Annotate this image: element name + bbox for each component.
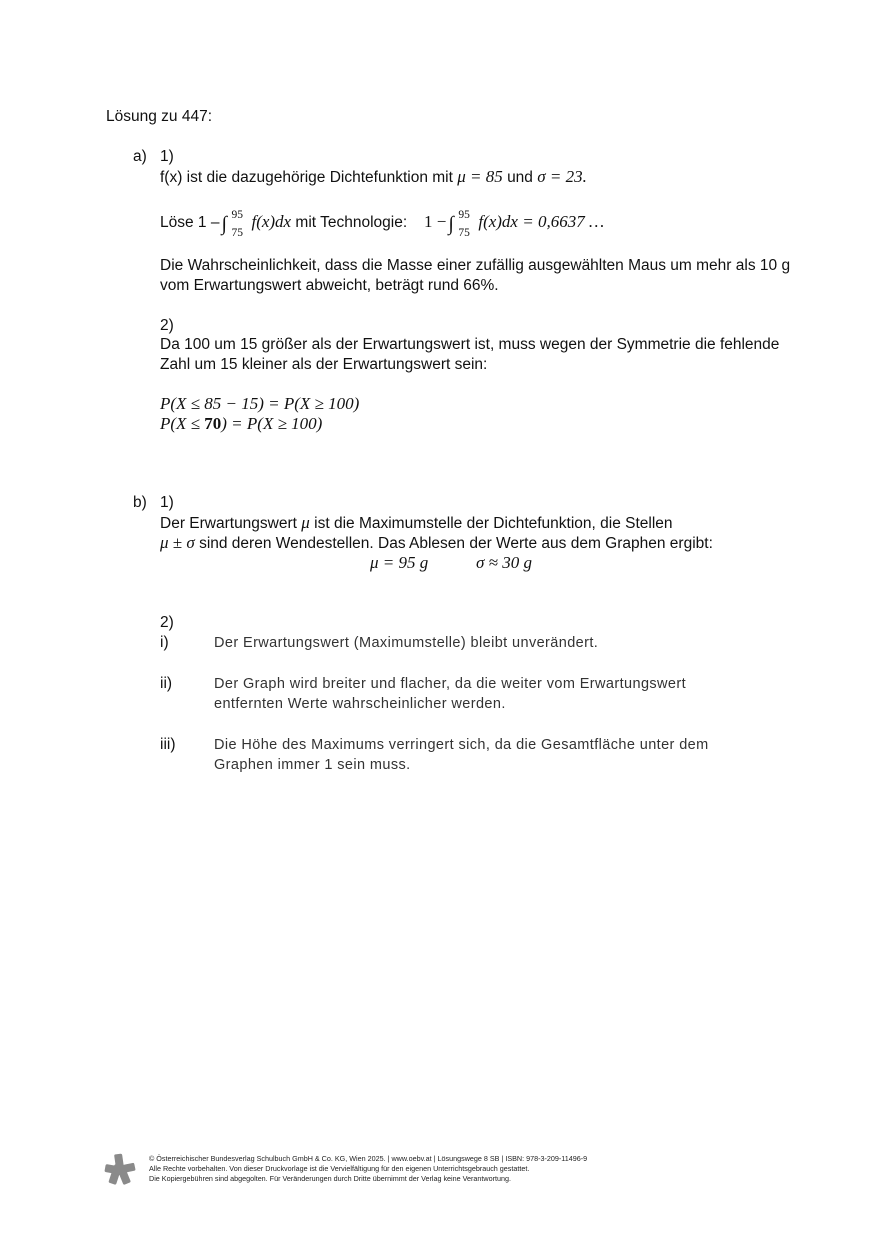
- density-line: [160, 167, 587, 188]
- result-prefix: 1 −: [424, 212, 447, 231]
- page-title: Lösung zu 447:: [106, 108, 213, 125]
- item-iii-roman: iii): [160, 736, 176, 753]
- item-iii-line-2: Graphen immer 1 sein muss.: [214, 757, 411, 773]
- integral-upper: 95: [231, 208, 243, 221]
- solve-prefix: Löse 1 –: [160, 214, 220, 231]
- equation-2-suffix: ) = P(X ≥ 100): [221, 414, 323, 433]
- sigma-value: σ ≈ 30 g: [476, 553, 532, 572]
- expectation-suffix: ist die Maximumstelle der Dichtefunktion, die Stellen: [314, 515, 673, 532]
- equation-2-bold: 70: [204, 414, 222, 433]
- equation-2: [160, 414, 322, 434]
- integrand: f(x)dx: [251, 212, 292, 231]
- footer-line-2: Alle Rechte vorbehalten. Von dieser Druckvorlage ist die Vervielfältigung für den eigenen Unterrichtsgebrauch gestattet.: [149, 1164, 530, 1173]
- equation-1: P(X ≤ 85 − 15) = P(X ≥ 100): [160, 394, 360, 413]
- item-ii-roman: ii): [160, 675, 173, 692]
- footer-line-1: © Österreichischer Bundesverlag Schulbuch GmbH & Co. KG, Wien 2025. | www.oebv.at | Lösungswege 8 SB | ISBN: 978-3-209-11496-9: [149, 1154, 588, 1163]
- symmetry-line-1: Da 100 um 15 größer als der Erwartungswert ist, muss wegen der Symmetrie die fehlende: [160, 336, 780, 353]
- expectation-line-1: [160, 513, 673, 534]
- part-b-label: b): [133, 494, 147, 511]
- part-a-sub1-label: 1): [160, 148, 174, 165]
- integral-limits-2: [458, 208, 476, 239]
- density-text: f(x) ist die dazugehörige Dichtefunktion mit: [160, 169, 453, 186]
- publisher-logo-icon: [104, 1153, 136, 1185]
- sigma-equation: σ = 23.: [537, 167, 587, 186]
- conclusion-line-1: Die Wahrscheinlichkeit, dass die Masse einer zufällig ausgewählten Maus um mehr als 10 g: [160, 257, 791, 274]
- footer-line-3: Die Kopiergebühren sind abgegolten. Für Veränderungen durch Dritte übernimmt der Verlag keine Verantwortung.: [149, 1174, 511, 1183]
- part-a-sub2-label: 2): [160, 317, 174, 334]
- item-ii-line-1: Der Graph wird breiter und flacher, da die weiter vom Erwartungswert: [214, 676, 687, 692]
- integral-sign: ∫: [221, 213, 227, 235]
- mu-symbol: μ: [301, 513, 310, 532]
- integral-limits: [231, 208, 249, 239]
- result-value: f(x)dx = 0,6637 …: [478, 212, 605, 231]
- solve-line: [160, 208, 408, 239]
- result-line: [424, 208, 605, 239]
- part-b-sub2-label: 2): [160, 614, 174, 631]
- integral-sign-2: ∫: [448, 213, 454, 235]
- inflection-text: sind deren Wendestellen. Das Ablesen der Werte aus dem Graphen ergibt:: [199, 535, 713, 552]
- symmetry-line-2: Zahl um 15 kleiner als der Erwartungswert sein:: [160, 356, 488, 373]
- part-b-sub1-label: 1): [160, 494, 174, 511]
- item-i-line-1: Der Erwartungswert (Maximumstelle) bleibt unverändert.: [214, 635, 599, 651]
- publisher-logo: [104, 1153, 136, 1185]
- expectation-prefix: Der Erwartungswert: [160, 515, 297, 532]
- item-i-roman: i): [160, 634, 169, 651]
- solve-tech: mit Technologie:: [295, 214, 408, 231]
- integral-lower: 75: [231, 226, 243, 239]
- conclusion-line-2: vom Erwartungswert abweicht, beträgt rund 66%.: [160, 277, 499, 294]
- und-text: und: [507, 169, 533, 186]
- expectation-line-2: [160, 533, 713, 554]
- equation-2-prefix: P(X ≤: [160, 414, 205, 433]
- item-iii-line-1: Die Höhe des Maximums verringert sich, da die Gesamtfläche unter dem: [214, 737, 709, 753]
- mu-value: μ = 95 g: [370, 553, 429, 572]
- integral-upper-2: 95: [458, 208, 470, 221]
- mu-pm-sigma: μ ± σ: [160, 533, 195, 552]
- part-a-label: a): [133, 148, 147, 165]
- item-ii-line-2: entfernten Werte wahrscheinlicher werden.: [214, 696, 506, 712]
- mu-equation: μ = 85: [457, 167, 503, 186]
- integral-lower-2: 75: [458, 226, 470, 239]
